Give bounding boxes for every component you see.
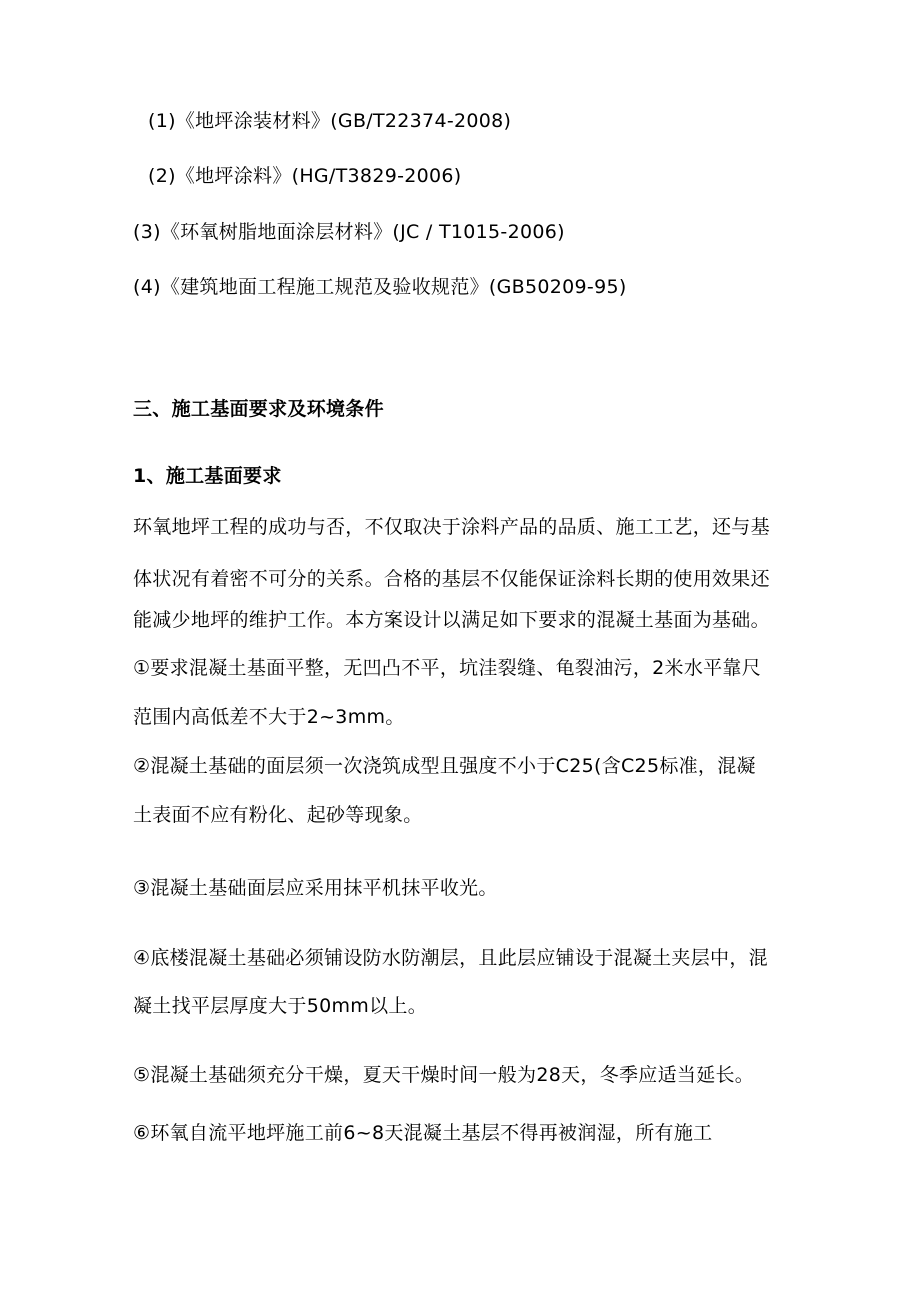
- intro-line-3: 能减少地坪的维护工作。本方案设计以满足如下要求的混凝土基面为基础。: [133, 609, 770, 631]
- reference-4: (4)《建筑地面工程施工规范及验收规范》(GB50209-95): [133, 276, 627, 298]
- intro-line-1: 环氧地坪工程的成功与否，不仅取决于涂料产品的品质、施工工艺，还与基: [133, 516, 770, 538]
- section-heading: 三、施工基面要求及环境条件: [133, 398, 384, 420]
- requirement-2-line-1: ②混凝土基础的面层须一次浇筑成型且强度不小于C25(含C25标准，混凝: [133, 755, 756, 777]
- requirement-1-line-1: ①要求混凝土基面平整，无凹凸不平，坑洼裂缝、龟裂油污，2米水平靠尺: [133, 657, 762, 679]
- requirement-2-line-2: 土表面不应有粉化、起砂等现象。: [133, 804, 423, 826]
- sub-heading: 1、施工基面要求: [133, 465, 282, 487]
- intro-line-2: 体状况有着密不可分的关系。合格的基层不仅能保证涂料长期的使用效果还: [133, 568, 770, 590]
- requirement-6-line-1: ⑥环氧自流平地坪施工前6~8天混凝土基层不得再被润湿，所有施工: [133, 1122, 713, 1144]
- requirement-4-line-1: ④底楼混凝土基础必须铺设防水防潮层，且此层应铺设于混凝土夹层中，混: [133, 947, 768, 969]
- requirement-3-line-1: ③混凝土基础面层应采用抹平机抹平收光。: [133, 877, 498, 899]
- requirement-1-line-2: 范围内高低差不大于2~3mm。: [133, 706, 405, 728]
- reference-2: (2)《地坪涂料》(HG/T3829-2006): [148, 165, 462, 187]
- requirement-5-line-1: ⑤混凝土基础须充分干燥，夏天干燥时间一般为28天，冬季应适当延长。: [133, 1064, 755, 1086]
- reference-3: (3)《环氧树脂地面涂层材料》(JC / T1015-2006): [133, 221, 565, 243]
- reference-1: (1)《地坪涂装材料》(GB/T22374-2008): [148, 110, 512, 132]
- requirement-4-line-2: 凝土找平层厚度大于50mm以上。: [133, 995, 427, 1017]
